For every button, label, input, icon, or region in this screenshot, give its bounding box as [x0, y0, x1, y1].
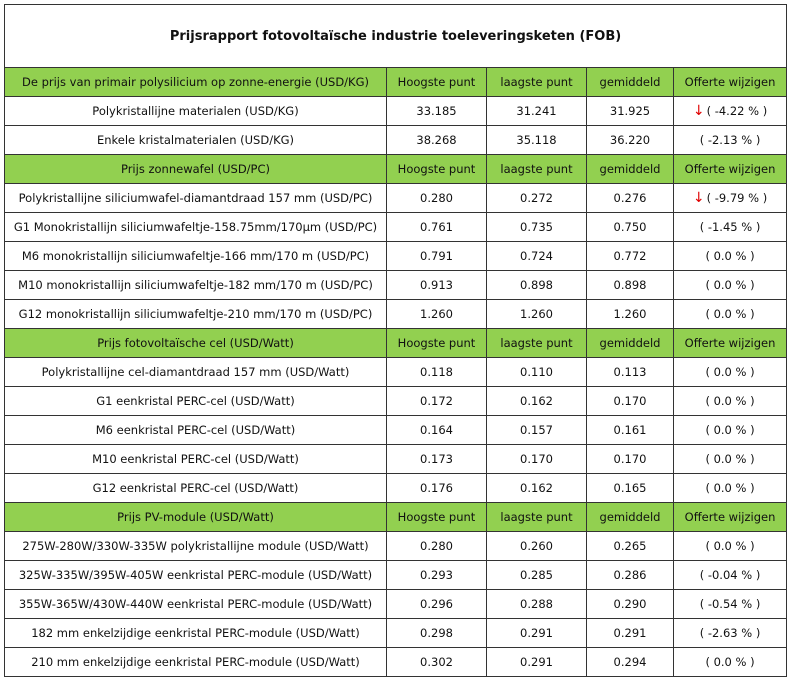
- section-header-low: laagste punt: [487, 155, 587, 184]
- cell-low: 0.162: [487, 474, 587, 503]
- cell-change: [674, 532, 787, 561]
- table-row: [5, 619, 787, 648]
- cell-avg: 0.772: [587, 242, 674, 271]
- section-header-low: laagste punt: [487, 503, 587, 532]
- cell-name: 182 mm enkelzijdige eenkristal PERC-module (USD/Watt): [5, 619, 387, 648]
- cell-low: 0.162: [487, 387, 587, 416]
- cell-name: M10 monokristallijn siliciumwafeltje-182 mm/170 m (USD/PC): [5, 271, 387, 300]
- cell-low: 0.272: [487, 184, 587, 213]
- change-value: ( 0.0 % ): [705, 394, 755, 408]
- cell-name: 355W-365W/430W-440W eenkristal PERC-module (USD/Watt): [5, 590, 387, 619]
- cell-high: 0.913: [387, 271, 487, 300]
- table-row: [5, 300, 787, 329]
- cell-high: 0.791: [387, 242, 487, 271]
- section-header-name: Prijs PV-module (USD/Watt): [5, 503, 387, 532]
- section-header-name: Prijs fotovoltaïsche cel (USD/Watt): [5, 329, 387, 358]
- cell-name: 325W-335W/395W-405W eenkristal PERC-module (USD/Watt): [5, 561, 387, 590]
- cell-change: [674, 358, 787, 387]
- cell-high: 38.268: [387, 126, 487, 155]
- cell-high: 0.296: [387, 590, 487, 619]
- cell-name: M6 eenkristal PERC-cel (USD/Watt): [5, 416, 387, 445]
- cell-avg: 0.286: [587, 561, 674, 590]
- section-header-change: Offerte wijzigen: [674, 503, 787, 532]
- change-value: ( 0.0 % ): [705, 423, 755, 437]
- cell-high: 33.185: [387, 97, 487, 126]
- change-value: ( 0.0 % ): [705, 481, 755, 495]
- cell-name: 275W-280W/330W-335W polykristallijne module (USD/Watt): [5, 532, 387, 561]
- table-row: [5, 532, 787, 561]
- section-header-avg: gemiddeld: [587, 329, 674, 358]
- table-row: [5, 590, 787, 619]
- change-value: ( -0.04 % ): [699, 568, 761, 582]
- cell-low: 0.170: [487, 445, 587, 474]
- cell-change: [674, 561, 787, 590]
- cell-low: 31.241: [487, 97, 587, 126]
- cell-high: 1.260: [387, 300, 487, 329]
- change-value: ( 0.0 % ): [705, 655, 755, 669]
- cell-avg: 1.260: [587, 300, 674, 329]
- cell-high: 0.173: [387, 445, 487, 474]
- section-header-avg: gemiddeld: [587, 155, 674, 184]
- cell-change: [674, 242, 787, 271]
- cell-change: [674, 590, 787, 619]
- cell-name: M6 monokristallijn siliciumwafeltje-166 mm/170 m (USD/PC): [5, 242, 387, 271]
- cell-low: 0.898: [487, 271, 587, 300]
- section-header-row: [5, 503, 787, 532]
- cell-change: [674, 474, 787, 503]
- section-header-low: laagste punt: [487, 68, 587, 97]
- down-arrow-icon: ↓: [692, 190, 705, 206]
- cell-name: M10 eenkristal PERC-cel (USD/Watt): [5, 445, 387, 474]
- cell-avg: 0.165: [587, 474, 674, 503]
- section-header-row: [5, 155, 787, 184]
- change-value: ( -0.54 % ): [699, 597, 761, 611]
- cell-low: 0.291: [487, 648, 587, 677]
- section-header-low: laagste punt: [487, 329, 587, 358]
- section-header-name: Prijs zonnewafel (USD/PC): [5, 155, 387, 184]
- cell-change: [674, 271, 787, 300]
- cell-avg: 36.220: [587, 126, 674, 155]
- cell-avg: 0.750: [587, 213, 674, 242]
- cell-change: [674, 619, 787, 648]
- cell-avg: 0.290: [587, 590, 674, 619]
- change-value: ( -1.45 % ): [699, 220, 761, 234]
- section-header-avg: gemiddeld: [587, 68, 674, 97]
- cell-change: [674, 300, 787, 329]
- cell-high: 0.293: [387, 561, 487, 590]
- cell-avg: 0.276: [587, 184, 674, 213]
- section-header-high: Hoogste punt: [387, 68, 487, 97]
- section-header-row: [5, 68, 787, 97]
- change-value: ( -2.13 % ): [699, 133, 761, 147]
- cell-high: 0.302: [387, 648, 487, 677]
- cell-name: Polykristallijne materialen (USD/KG): [5, 97, 387, 126]
- change-value: ( -2.63 % ): [699, 626, 761, 640]
- table-row: [5, 184, 787, 213]
- cell-change: [674, 213, 787, 242]
- report-title-row: [5, 5, 787, 68]
- price-report-sheet: [4, 4, 786, 677]
- price-report-table: [4, 4, 787, 677]
- report-title: Prijsrapport fotovoltaïsche industrie toeleveringsketen (FOB): [5, 5, 787, 68]
- cell-high: 0.761: [387, 213, 487, 242]
- section-header-high: Hoogste punt: [387, 155, 487, 184]
- cell-low: 0.110: [487, 358, 587, 387]
- cell-change: [674, 387, 787, 416]
- cell-low: 0.260: [487, 532, 587, 561]
- cell-high: 0.280: [387, 184, 487, 213]
- table-row: [5, 358, 787, 387]
- cell-name: G12 eenkristal PERC-cel (USD/Watt): [5, 474, 387, 503]
- table-row: [5, 445, 787, 474]
- cell-high: 0.298: [387, 619, 487, 648]
- section-header-change: Offerte wijzigen: [674, 329, 787, 358]
- section-header-high: Hoogste punt: [387, 503, 487, 532]
- change-value: ( 0.0 % ): [705, 539, 755, 553]
- cell-low: 0.157: [487, 416, 587, 445]
- cell-low: 35.118: [487, 126, 587, 155]
- cell-high: 0.118: [387, 358, 487, 387]
- cell-change: [674, 648, 787, 677]
- cell-low: 1.260: [487, 300, 587, 329]
- table-row: [5, 561, 787, 590]
- cell-avg: 0.291: [587, 619, 674, 648]
- cell-avg: 0.170: [587, 445, 674, 474]
- table-row: [5, 271, 787, 300]
- cell-change: [674, 416, 787, 445]
- cell-low: 0.285: [487, 561, 587, 590]
- cell-avg: 31.925: [587, 97, 674, 126]
- cell-name: 210 mm enkelzijdige eenkristal PERC-module (USD/Watt): [5, 648, 387, 677]
- change-value: ( 0.0 % ): [705, 452, 755, 466]
- cell-low: 0.291: [487, 619, 587, 648]
- change-value: ( 0.0 % ): [705, 365, 755, 379]
- cell-name: G12 monokristallijn siliciumwafeltje-210 mm/170 m (USD/PC): [5, 300, 387, 329]
- cell-avg: 0.898: [587, 271, 674, 300]
- cell-avg: 0.161: [587, 416, 674, 445]
- section-header-change: Offerte wijzigen: [674, 68, 787, 97]
- cell-high: 0.164: [387, 416, 487, 445]
- section-header-high: Hoogste punt: [387, 329, 487, 358]
- cell-name: Polykristallijne siliciumwafel-diamantdraad 157 mm (USD/PC): [5, 184, 387, 213]
- section-header-change: Offerte wijzigen: [674, 155, 787, 184]
- cell-low: 0.735: [487, 213, 587, 242]
- cell-change: [674, 97, 787, 126]
- down-arrow-icon: ↓: [692, 103, 705, 119]
- cell-change: [674, 184, 787, 213]
- change-value: ( 0.0 % ): [705, 249, 755, 263]
- table-row: [5, 416, 787, 445]
- cell-high: 0.280: [387, 532, 487, 561]
- change-value: ( 0.0 % ): [705, 278, 755, 292]
- cell-low: 0.724: [487, 242, 587, 271]
- cell-high: 0.172: [387, 387, 487, 416]
- change-value: ( -4.22 % ): [706, 104, 768, 118]
- cell-avg: 0.170: [587, 387, 674, 416]
- table-row: [5, 648, 787, 677]
- section-header-row: [5, 329, 787, 358]
- cell-name: G1 Monokristallijn siliciumwafeltje-158.75mm/170μm (USD/PC): [5, 213, 387, 242]
- section-header-name: De prijs van primair polysilicium op zonne-energie (USD/KG): [5, 68, 387, 97]
- cell-high: 0.176: [387, 474, 487, 503]
- section-header-avg: gemiddeld: [587, 503, 674, 532]
- table-row: [5, 474, 787, 503]
- cell-change: [674, 126, 787, 155]
- cell-name: G1 eenkristal PERC-cel (USD/Watt): [5, 387, 387, 416]
- cell-name: Enkele kristalmaterialen (USD/KG): [5, 126, 387, 155]
- cell-change: [674, 445, 787, 474]
- cell-avg: 0.265: [587, 532, 674, 561]
- table-row: [5, 97, 787, 126]
- change-value: ( -9.79 % ): [706, 191, 768, 205]
- cell-name: Polykristallijne cel-diamantdraad 157 mm (USD/Watt): [5, 358, 387, 387]
- cell-avg: 0.294: [587, 648, 674, 677]
- table-row: [5, 242, 787, 271]
- table-row: [5, 213, 787, 242]
- table-row: [5, 387, 787, 416]
- change-value: ( 0.0 % ): [705, 307, 755, 321]
- table-row: [5, 126, 787, 155]
- cell-low: 0.288: [487, 590, 587, 619]
- cell-avg: 0.113: [587, 358, 674, 387]
